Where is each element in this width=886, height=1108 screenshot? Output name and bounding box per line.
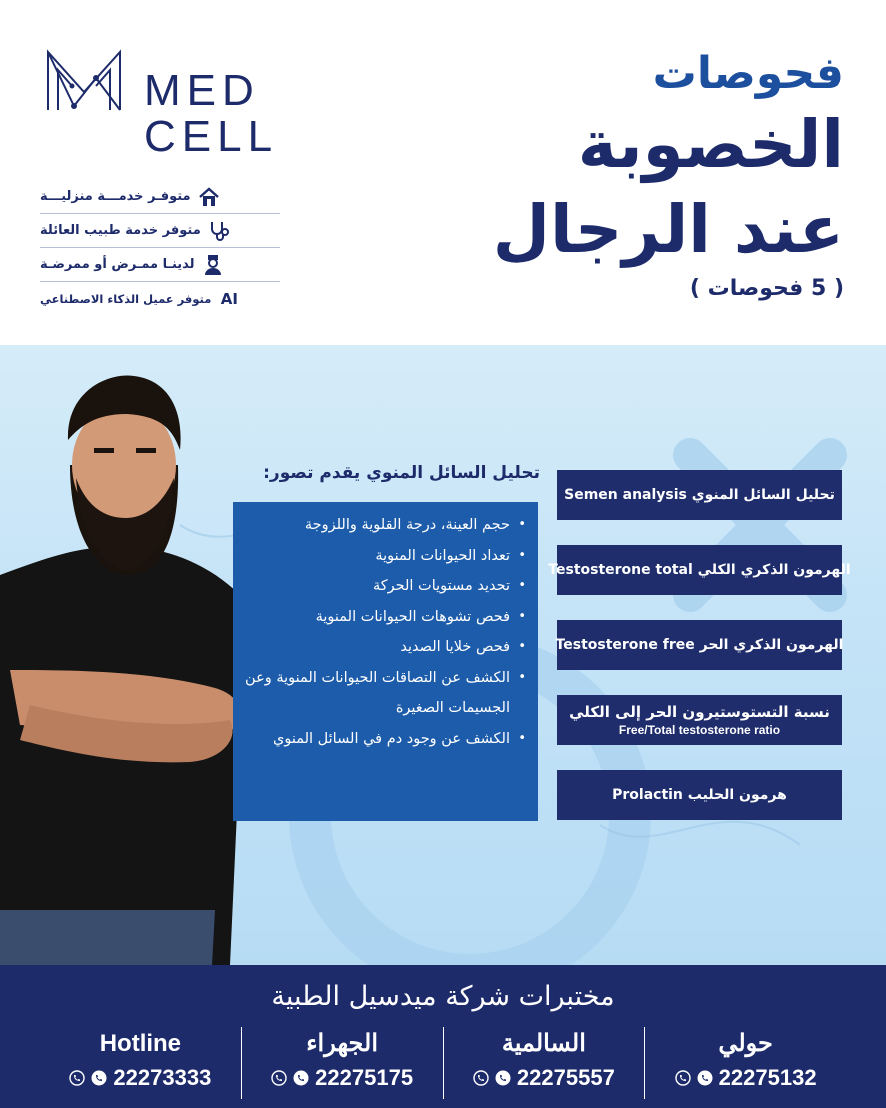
semen-analysis-panel (233, 502, 538, 821)
branch-salmiya (443, 1027, 645, 1099)
branch-contact (473, 1065, 615, 1091)
branch-phone[interactable]: 22273333 (113, 1065, 212, 1090)
header-section (0, 0, 886, 345)
test-testosterone-total (548, 545, 851, 595)
list-item: • تحديد مستويات الحركة (241, 571, 526, 602)
medcell-logo-mark-icon (44, 48, 124, 112)
whatsapp-icon (495, 1070, 511, 1086)
service-ai-agent-text: متوفر عميل الذكاء الاصطناعي (40, 292, 212, 306)
stethoscope-icon (207, 219, 231, 243)
logo-line-2: CELL (144, 112, 279, 161)
page-heading (414, 46, 844, 301)
test-label: هرمون الحليب Prolactin (612, 787, 787, 803)
service-home (40, 180, 280, 214)
tests-list (548, 470, 851, 845)
phone-icon (473, 1070, 489, 1086)
phone-icon (675, 1070, 691, 1086)
branch-name: Hotline (99, 1030, 182, 1057)
test-label: الهرمون الذكري الحر Testosterone free (555, 637, 844, 653)
test-label: الهرمون الذكري الكلي Testosterone total (548, 562, 851, 578)
nurse-icon (201, 253, 225, 277)
content-section (0, 345, 886, 965)
service-nurse (40, 248, 280, 282)
list-item: • تعداد الحيوانات المنوية (241, 541, 526, 572)
heading-line-2: الخصوبة (577, 106, 844, 183)
test-label: نسبة التستوستيرون الحر إلى الكلي (569, 703, 830, 721)
branch-hotline (40, 1027, 241, 1099)
branch-contact (69, 1065, 211, 1091)
list-item: • فحص خلايا الصديد (241, 632, 526, 663)
branch-name: السالمية (501, 1030, 586, 1057)
test-testosterone-ratio (557, 695, 842, 745)
test-semen-analysis (557, 470, 842, 520)
man-photo (0, 370, 260, 965)
heading-line-1: فحوصات (652, 48, 844, 99)
footer (0, 965, 886, 1108)
list-item: • الكشف عن التصاقات الحيوانات المنوية وعن الجسيمات الصغيرة (241, 663, 526, 724)
list-item: • فحص تشوهات الحيوانات المنوية (241, 602, 526, 633)
branches (40, 1027, 846, 1099)
services-list (40, 180, 280, 316)
semen-analysis-title: تحليل السائل المنوي يقدم تصور: (263, 463, 540, 483)
service-family-doctor-text: متوفر خدمة طبيب العائلة (40, 223, 201, 238)
whatsapp-icon (697, 1070, 713, 1086)
tests-count: ( 5 فحوصات ) (689, 276, 844, 301)
medcell-logo (44, 44, 284, 174)
branch-hawalli (644, 1027, 846, 1099)
test-sublabel: Free/Total testosterone ratio (618, 723, 781, 737)
list-item: • حجم العينة، درجة القلوية واللزوجة (241, 510, 526, 541)
logo-wordmark (144, 68, 278, 160)
branch-phone[interactable]: 22275132 (718, 1065, 817, 1090)
branch-contact (271, 1065, 413, 1091)
branch-name: حولي (718, 1030, 773, 1057)
service-ai-agent (40, 282, 280, 316)
phone-icon (271, 1070, 287, 1086)
branch-jahra (241, 1027, 443, 1099)
heading-line-3: عند الرجال (492, 191, 844, 268)
whatsapp-icon (91, 1070, 107, 1086)
service-home-text: متوفـر خدمـــة منزليـــة (40, 189, 191, 204)
ai-icon: AI (220, 290, 238, 308)
branch-phone[interactable]: 22275557 (516, 1065, 615, 1090)
test-label: تحليل السائل المنوي Semen analysis (564, 487, 835, 503)
phone-icon (69, 1070, 85, 1086)
test-testosterone-free (557, 620, 842, 670)
whatsapp-icon (293, 1070, 309, 1086)
branch-phone[interactable]: 22275175 (315, 1065, 414, 1090)
service-nurse-text: لدينـا ممـرض أو ممرضـة (40, 257, 195, 272)
list-item: • الكشف عن وجود دم في السائل المنوي (241, 724, 526, 755)
footer-title: مختبرات شركة ميدسيل الطبية (271, 981, 615, 1012)
semen-analysis-list (241, 510, 526, 754)
test-prolactin (557, 770, 842, 820)
branch-contact (675, 1065, 817, 1091)
service-family-doctor (40, 214, 280, 248)
branch-name: الجهراء (306, 1030, 378, 1057)
logo-line-1: MED (144, 66, 260, 115)
house-icon (197, 185, 221, 209)
